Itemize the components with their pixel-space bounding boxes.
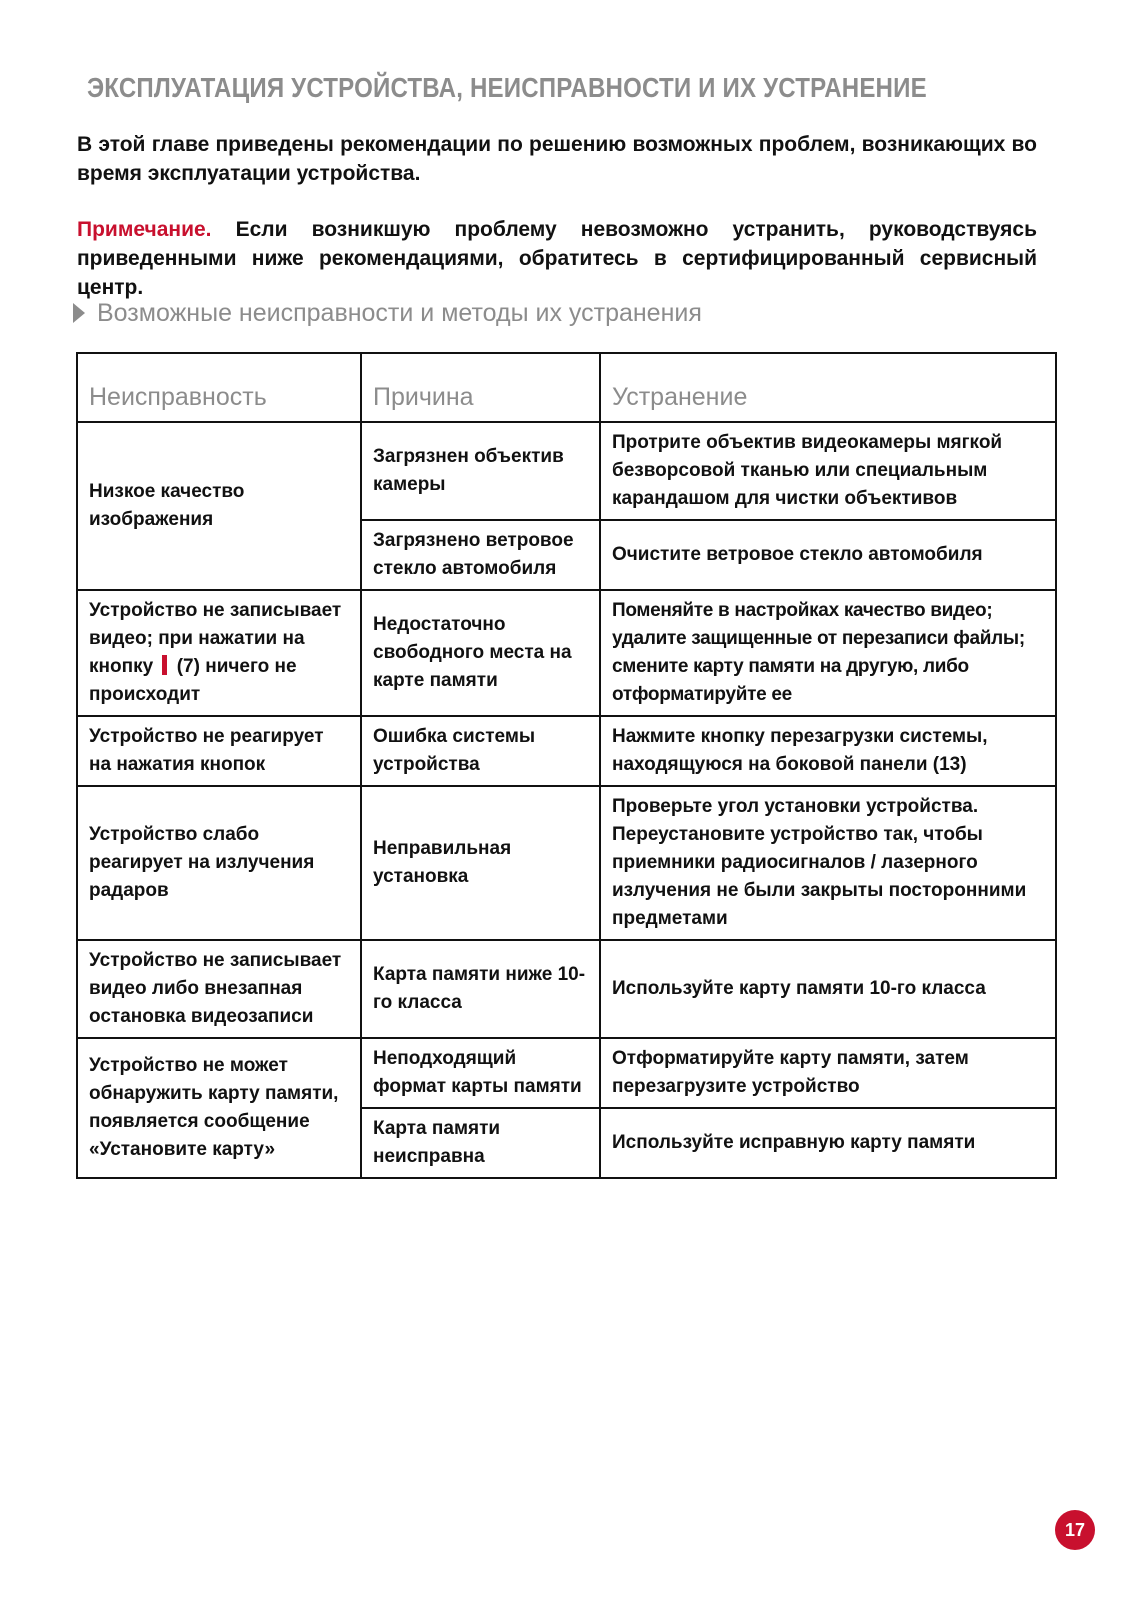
table-row	[77, 940, 1056, 1038]
column-header: Неисправность	[77, 353, 361, 422]
cause-cell: Загрязнен объектив камеры	[361, 422, 600, 520]
fix-cell: Нажмите кнопку перезагрузки системы, находящуюся на боковой панели (13)	[600, 716, 1056, 786]
record-button-icon	[162, 655, 167, 675]
table-row	[77, 422, 1056, 520]
note-label: Примечание.	[77, 218, 212, 241]
table-row	[77, 786, 1056, 940]
cause-cell: Карта памяти ниже 10-го класса	[361, 940, 600, 1038]
fix-cell: Очистите ветровое стекло автомобиля	[600, 520, 1056, 590]
section-title-text: Возможные неисправности и методы их устранения	[97, 298, 702, 327]
table-row	[77, 590, 1056, 716]
page-number-badge: 17	[1055, 1510, 1095, 1550]
column-header: Устранение	[600, 353, 1056, 422]
problem-cell: Низкое качество изображения	[77, 422, 361, 590]
table-row	[77, 1038, 1056, 1108]
problem-cell: Устройство слабо реагирует на излучения радаров	[77, 786, 361, 940]
fix-cell: Используйте исправную карту памяти	[600, 1108, 1056, 1178]
fix-cell: Отформатируйте карту памяти, затем перезагрузите устройство	[600, 1038, 1056, 1108]
note-paragraph	[77, 215, 1037, 302]
troubleshooting-table	[76, 352, 1057, 1179]
problem-cell	[77, 590, 361, 716]
problem-cell: Устройство не может обнаружить карту памяти, появляется сообщение «Установите карту»	[77, 1038, 361, 1178]
cause-cell: Недостаточно свободного места на карте памяти	[361, 590, 600, 716]
fix-cell: Проверьте угол установки устройства. Переустановите устройство так, чтобы приемники радиосигналов / лазерного излучения не были закрыты посторонними предметами	[600, 786, 1056, 940]
cause-cell: Неподходящий формат карты памяти	[361, 1038, 600, 1108]
fix-cell: Поменяйте в настройках качество видео; удалите защищенные от перезаписи файлы; смените карту памяти на другую, либо отформатируйте ее	[600, 590, 1056, 716]
fix-cell: Используйте карту памяти 10-го класса	[600, 940, 1056, 1038]
chevron-right-icon	[73, 303, 85, 323]
note-text: Если возникшую проблему невозможно устранить, руководствуясь приведенными ниже рекомендациями, обратитесь в сертифицированный сервисный центр.	[77, 218, 1037, 299]
problem-text: Устройство не записывает видео; при нажатии на кнопку	[89, 600, 342, 677]
table-row	[77, 716, 1056, 786]
cause-cell: Ошибка системы устройства	[361, 716, 600, 786]
cause-cell: Карта памяти неисправна	[361, 1108, 600, 1178]
problem-cell: Устройство не записывает видео либо внезапная остановка видеозаписи	[77, 940, 361, 1038]
chapter-title	[73, 68, 1063, 108]
chapter-title-text: ЭКСПЛУАТАЦИЯ УСТРОЙСТВА, НЕИСПРАВНОСТИ И ИХ УСТРАНЕНИЕ	[87, 72, 927, 103]
problem-cell: Устройство не реагирует на нажатия кнопок	[77, 716, 361, 786]
table-header-row	[77, 353, 1056, 422]
fix-cell: Протрите объектив видеокамеры мягкой безворсовой тканью или специальным карандашом для чистки объективов	[600, 422, 1056, 520]
cause-cell: Загрязнено ветровое стекло автомобиля	[361, 520, 600, 590]
cause-cell: Неправильная установка	[361, 786, 600, 940]
column-header: Причина	[361, 353, 600, 422]
section-title	[73, 296, 702, 330]
problem-text: (7) ничего не происходит	[89, 656, 297, 705]
intro-paragraph: В этой главе приведены рекомендации по решению возможных проблем, возникающих во время эксплуатации устройства.	[77, 133, 1037, 185]
